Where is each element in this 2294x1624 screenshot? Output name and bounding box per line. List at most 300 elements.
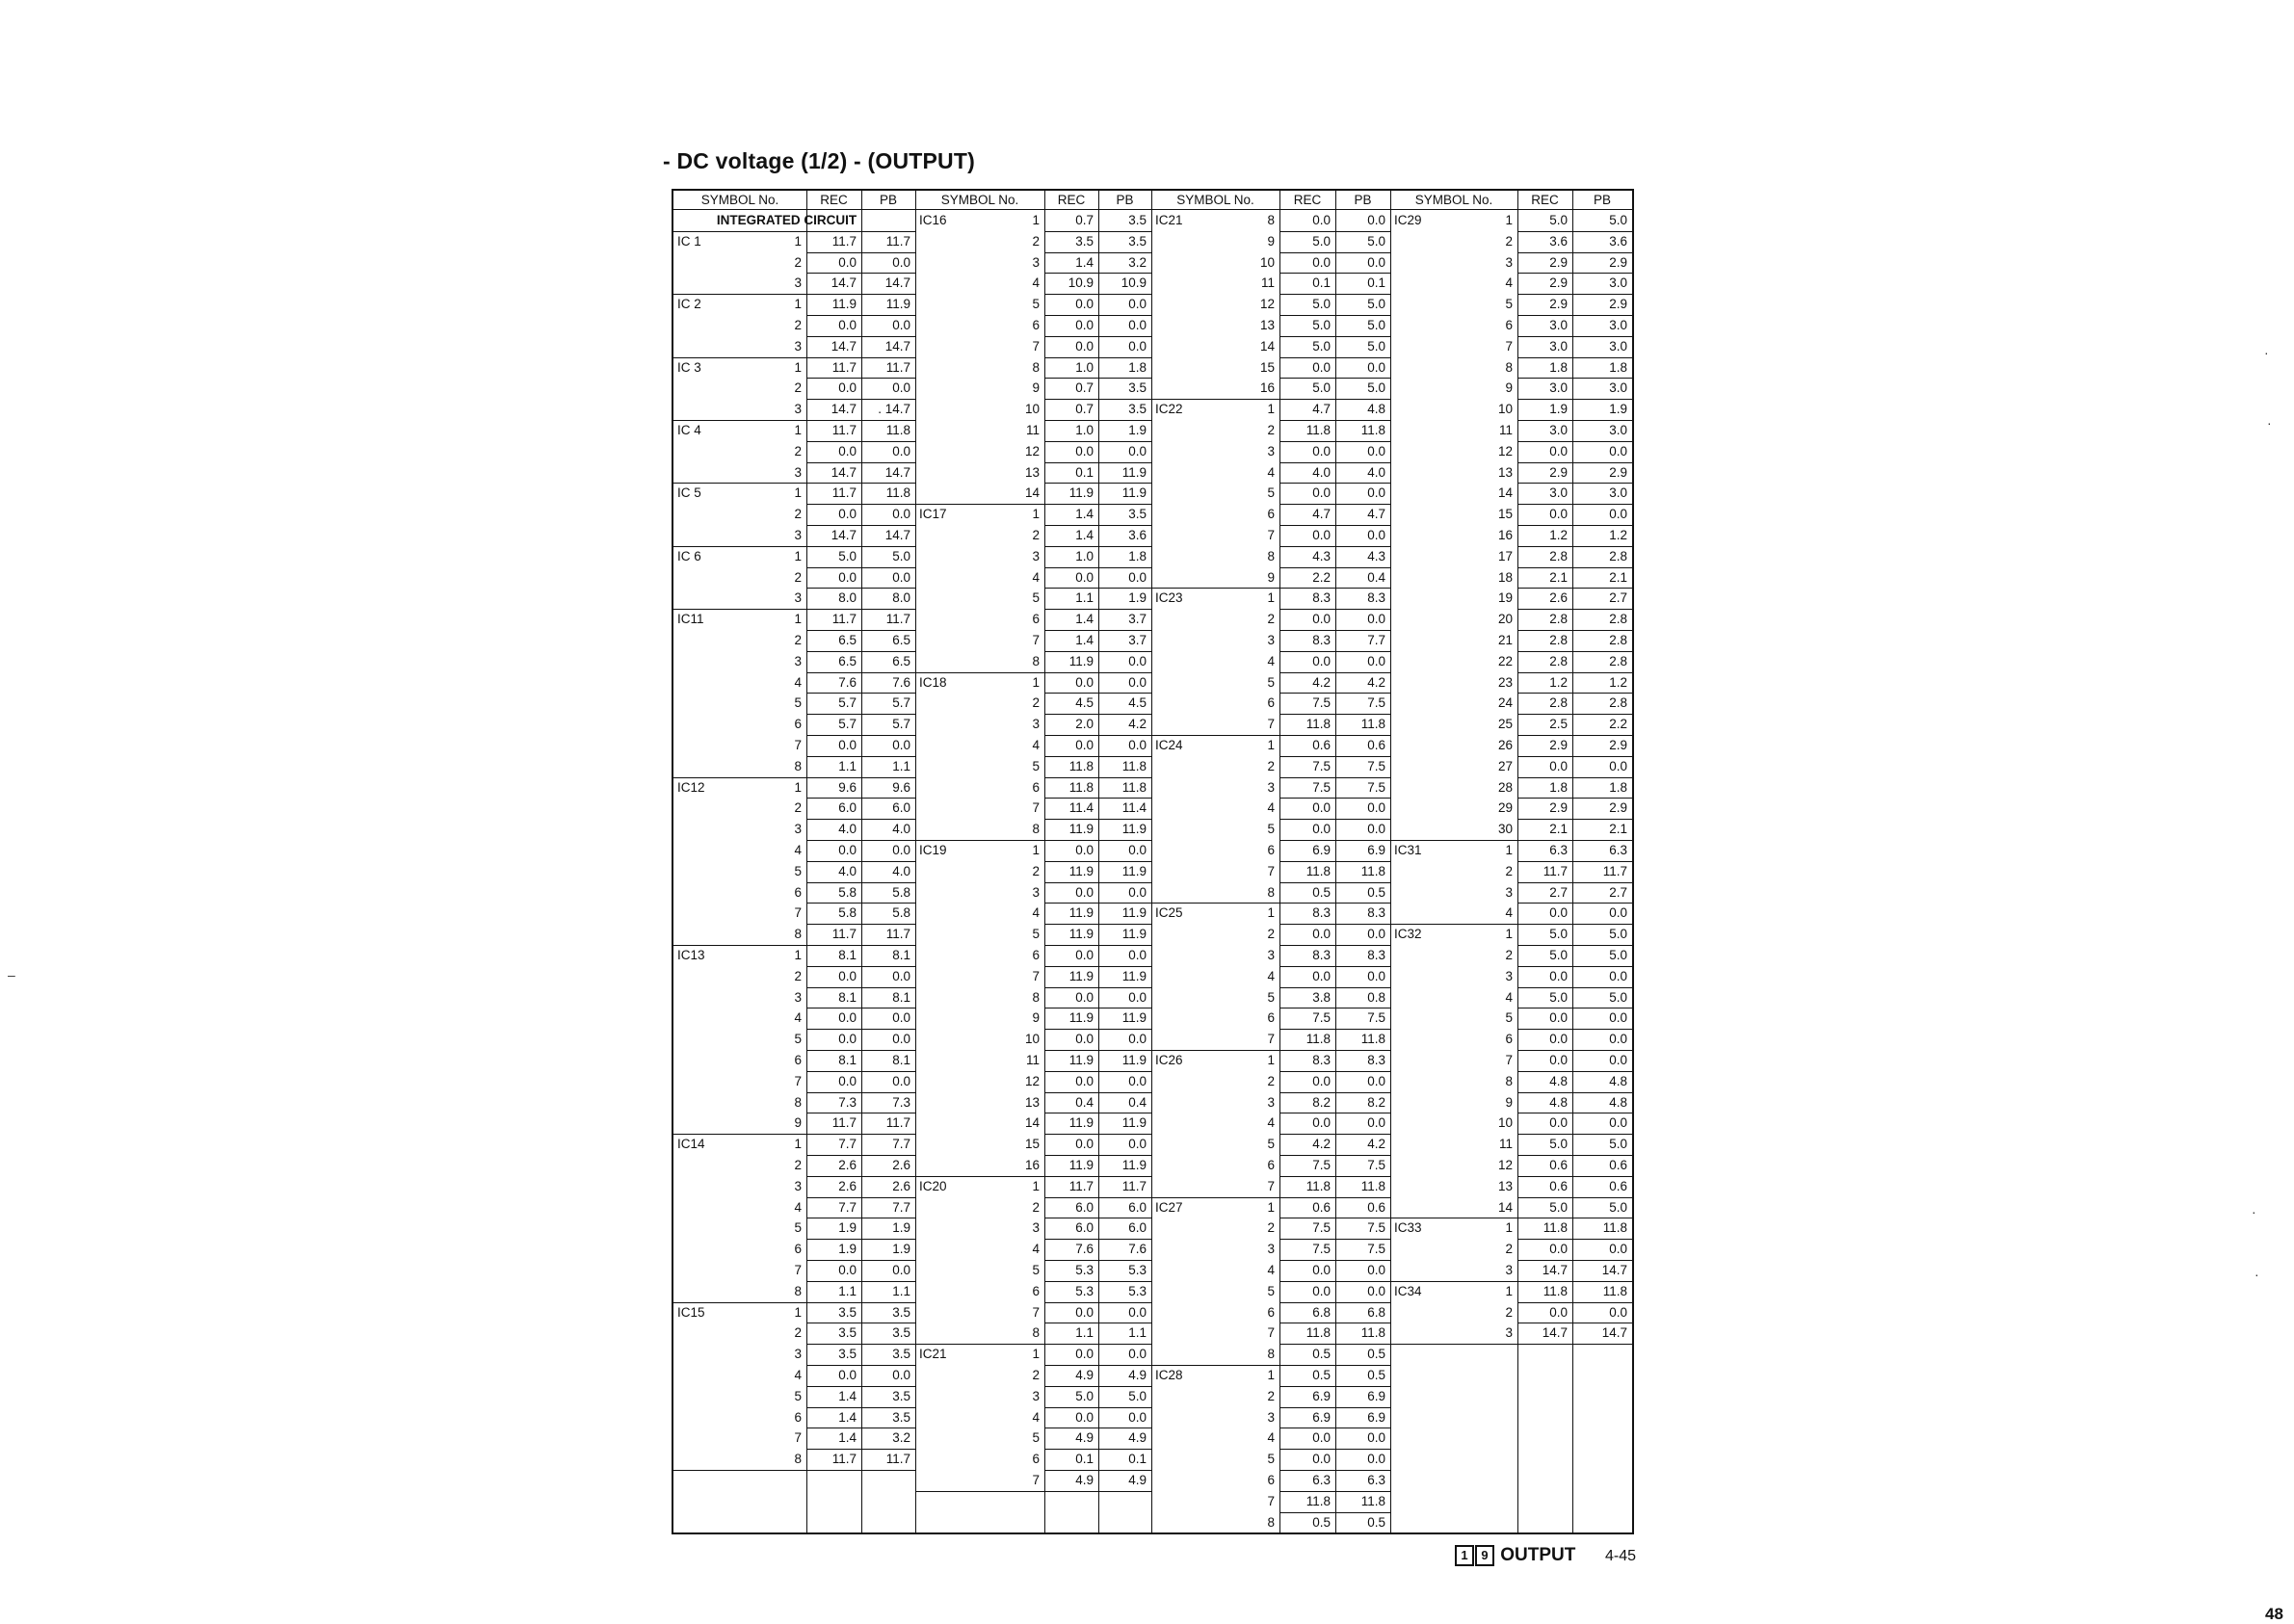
rec-voltage: 3.5 <box>838 1325 857 1341</box>
pin-number: 17 <box>1497 548 1513 563</box>
rec-voltage: 5.3 <box>1075 1263 1094 1277</box>
pin-number: 5 <box>1032 590 1040 606</box>
pin-number: 6 <box>1267 843 1275 857</box>
pin-number: 1 <box>794 948 802 962</box>
rec-voltage: 0.0 <box>1075 318 1094 332</box>
rec-voltage: 11.9 <box>1068 968 1094 983</box>
rec-voltage: 5.0 <box>1549 1199 1568 1215</box>
pb-voltage: 0.0 <box>1367 359 1385 375</box>
pb-voltage: 0.6 <box>1367 1199 1385 1215</box>
ic-symbol: IC 6 <box>677 548 701 563</box>
rec-voltage: 2.9 <box>1549 254 1568 270</box>
rec-voltage: 1.1 <box>1075 1325 1094 1341</box>
pin-number: 11 <box>1498 1137 1513 1152</box>
rec-voltage: 0.0 <box>1549 1304 1568 1320</box>
rec-voltage: 11.9 <box>831 297 857 312</box>
pb-voltage: 3.0 <box>1609 423 1627 437</box>
pin-number: 1 <box>1267 1199 1275 1215</box>
pb-voltage: 11.7 <box>885 1115 910 1131</box>
rec-voltage: 2.1 <box>1549 569 1568 585</box>
pb-voltage: 11.9 <box>1121 863 1147 878</box>
pin-number: 7 <box>1032 338 1040 354</box>
ic-symbol: IC 3 <box>677 359 701 375</box>
rec-voltage: 5.0 <box>1312 380 1331 396</box>
rec-voltage: 2.1 <box>1549 822 1568 837</box>
pb-voltage: 6.9 <box>1367 843 1385 857</box>
pin-number: 4 <box>1032 738 1040 752</box>
pb-voltage: 2.9 <box>1609 464 1627 480</box>
pin-number: 1 <box>1267 905 1275 921</box>
pb-voltage: 11.8 <box>885 485 910 501</box>
rec-voltage: 0.0 <box>1075 1304 1094 1320</box>
section-footer-label <box>1455 1545 1575 1566</box>
rec-voltage: 0.7 <box>1075 380 1094 396</box>
ic-block-divider <box>915 1491 1151 1492</box>
pin-number: 7 <box>794 1263 802 1277</box>
pin-number: 6 <box>1032 1452 1040 1467</box>
pb-voltage: 3.5 <box>892 1325 910 1341</box>
pin-number: 4 <box>794 843 802 857</box>
pb-voltage: 0.0 <box>1609 1242 1627 1257</box>
pb-voltage: 8.1 <box>892 1053 910 1067</box>
rec-voltage: 11.8 <box>1305 1178 1331 1193</box>
rec-voltage: 4.8 <box>1549 1094 1568 1110</box>
pin-number: 5 <box>1267 674 1275 690</box>
pb-voltage: 8.1 <box>892 948 910 962</box>
rec-voltage: 6.5 <box>838 633 857 647</box>
rec-voltage: 11.8 <box>1068 779 1094 795</box>
pin-number: 10 <box>1024 402 1040 417</box>
pb-voltage: 7.6 <box>1128 1242 1147 1257</box>
pb-voltage: 0.5 <box>1367 884 1385 900</box>
pin-number: 6 <box>1032 779 1040 795</box>
rec-voltage: 5.0 <box>1549 927 1568 942</box>
pb-voltage: 0.0 <box>1367 800 1385 816</box>
rec-voltage: 0.5 <box>1312 1514 1331 1530</box>
pb-voltage: 7.5 <box>1367 779 1385 795</box>
pin-number: 9 <box>1032 1010 1040 1026</box>
pb-voltage: 7.7 <box>892 1199 910 1215</box>
pb-voltage: 5.0 <box>1609 1199 1627 1215</box>
column-header: SYMBOL No. <box>1390 191 1517 210</box>
rec-voltage: 6.8 <box>1312 1304 1331 1320</box>
pin-number: 5 <box>1267 1283 1275 1298</box>
pb-voltage: 6.9 <box>1367 1409 1385 1425</box>
pin-number: 3 <box>1032 1220 1040 1236</box>
rec-voltage: 11.9 <box>1068 863 1094 878</box>
pin-number: 4 <box>794 1368 802 1382</box>
pb-voltage: 7.7 <box>1367 633 1385 647</box>
pin-number: 3 <box>1267 1094 1275 1110</box>
pb-voltage: 8.0 <box>892 590 910 606</box>
rec-voltage: 11.9 <box>1068 1115 1094 1131</box>
pin-number: 7 <box>1267 1032 1275 1047</box>
pin-number: 6 <box>794 1242 802 1257</box>
pb-voltage: 0.0 <box>892 443 910 458</box>
pin-number: 3 <box>1267 1409 1275 1425</box>
pin-number: 2 <box>1032 528 1040 542</box>
pb-voltage: 11.8 <box>1360 1325 1385 1341</box>
rec-voltage: 9.6 <box>838 779 857 795</box>
column-header: PB <box>1335 191 1390 210</box>
rec-voltage: 11.8 <box>1305 1493 1331 1508</box>
pb-voltage: 6.8 <box>1367 1304 1385 1320</box>
pin-number: 3 <box>1267 1242 1275 1257</box>
pin-number: 1 <box>1267 738 1275 752</box>
rec-voltage: 5.0 <box>1312 297 1331 312</box>
pb-voltage: 5.3 <box>1128 1283 1147 1298</box>
rec-voltage: 5.8 <box>838 905 857 921</box>
rec-voltage: 0.4 <box>1075 1094 1094 1110</box>
pb-voltage: 5.0 <box>1609 989 1627 1005</box>
pin-number: 8 <box>794 1283 802 1298</box>
pb-voltage: 4.0 <box>892 863 910 878</box>
column-header: REC <box>1279 191 1335 210</box>
rec-voltage: 0.7 <box>1075 402 1094 417</box>
rec-voltage: 7.6 <box>1075 1242 1094 1257</box>
rec-voltage: 14.7 <box>1542 1263 1568 1277</box>
rec-voltage: 0.0 <box>1312 927 1331 942</box>
pb-voltage: 3.5 <box>892 1347 910 1362</box>
pin-number: 8 <box>1267 548 1275 563</box>
pb-voltage: 5.7 <box>892 717 910 732</box>
rec-voltage: 6.3 <box>1549 843 1568 857</box>
pin-number: 3 <box>1267 779 1275 795</box>
pin-number: 1 <box>794 548 802 563</box>
pin-number: 8 <box>794 1094 802 1110</box>
pin-number: 4 <box>1032 569 1040 585</box>
pin-number: 15 <box>1259 359 1275 375</box>
pb-voltage: 4.9 <box>1128 1368 1147 1382</box>
pb-voltage: 5.0 <box>1367 338 1385 354</box>
pin-number: 7 <box>1267 717 1275 732</box>
rec-voltage: 8.3 <box>1312 905 1331 921</box>
pin-number: 20 <box>1497 612 1513 627</box>
pin-number: 3 <box>794 653 802 668</box>
ic-symbol: IC20 <box>919 1178 947 1193</box>
pb-voltage: 11.8 <box>1121 779 1147 795</box>
pb-voltage: 1.2 <box>1609 528 1627 542</box>
rec-voltage: 11.8 <box>1305 863 1331 878</box>
pin-number: 1 <box>794 612 802 627</box>
pin-number: 2 <box>1267 612 1275 627</box>
pb-voltage: 1.8 <box>1609 359 1627 375</box>
pb-voltage: 11.8 <box>1360 717 1385 732</box>
pb-voltage: 2.1 <box>1609 822 1627 837</box>
rec-voltage: 0.0 <box>1549 968 1568 983</box>
pin-number: 7 <box>1505 338 1513 354</box>
pin-number: 26 <box>1497 738 1513 752</box>
pb-voltage: 0.0 <box>1367 1283 1385 1298</box>
rec-voltage: 0.0 <box>838 254 857 270</box>
rec-voltage: 0.0 <box>1312 1452 1331 1467</box>
rec-voltage: 0.0 <box>838 569 857 585</box>
rec-voltage: 8.3 <box>1312 948 1331 962</box>
rec-voltage: 0.0 <box>1312 359 1331 375</box>
rec-voltage: 5.0 <box>1312 233 1331 249</box>
rec-voltage: 0.0 <box>1549 1242 1568 1257</box>
pb-voltage: 0.1 <box>1128 1452 1147 1467</box>
rec-voltage: 1.4 <box>1075 528 1094 542</box>
pin-number: 5 <box>794 695 802 711</box>
pb-voltage: 7.5 <box>1367 1158 1385 1172</box>
ic-symbol: IC 4 <box>677 423 701 437</box>
pb-voltage: 3.5 <box>892 1388 910 1403</box>
pin-number: 3 <box>794 464 802 480</box>
rec-voltage: 0.0 <box>1075 843 1094 857</box>
pb-voltage: 3.5 <box>892 1304 910 1320</box>
pb-voltage: 3.0 <box>1609 318 1627 332</box>
pb-voltage: 3.2 <box>892 1430 910 1446</box>
rec-voltage: 2.9 <box>1549 738 1568 752</box>
rec-voltage: 0.0 <box>1312 1115 1331 1131</box>
rec-voltage: 7.5 <box>1312 779 1331 795</box>
pb-voltage: 2.9 <box>1609 738 1627 752</box>
pin-number: 7 <box>794 905 802 921</box>
rec-voltage: 0.6 <box>1549 1178 1568 1193</box>
rec-voltage: 0.0 <box>1075 738 1094 752</box>
rec-voltage: 3.0 <box>1549 423 1568 437</box>
pb-voltage: 14.7 <box>884 338 910 354</box>
pin-number: 6 <box>1267 507 1275 522</box>
pb-voltage: 1.1 <box>892 758 910 773</box>
pb-voltage: 0.0 <box>1367 1073 1385 1088</box>
pb-voltage: 5.3 <box>1128 1263 1147 1277</box>
rec-voltage: 5.0 <box>838 548 857 563</box>
ic-symbol: IC 2 <box>677 297 701 312</box>
rec-voltage: 0.5 <box>1312 1347 1331 1362</box>
pb-voltage: 4.2 <box>1367 674 1385 690</box>
sheet-number: 48 <box>2265 1605 2283 1623</box>
pin-number: 7 <box>794 738 802 752</box>
pin-number: 7 <box>794 1073 802 1088</box>
rec-voltage: 2.8 <box>1549 653 1568 668</box>
pb-voltage: 1.8 <box>1128 359 1147 375</box>
rec-voltage: 0.0 <box>1312 968 1331 983</box>
pb-voltage: 0.0 <box>1609 968 1627 983</box>
rec-voltage: 4.9 <box>1075 1430 1094 1446</box>
rec-voltage: 11.7 <box>831 927 857 942</box>
pb-voltage: 8.3 <box>1367 905 1385 921</box>
pin-number: 3 <box>794 275 802 291</box>
section-label-integrated-circuit: INTEGRATED CIRCUIT <box>716 213 857 227</box>
ic-symbol: IC 5 <box>677 485 701 501</box>
ic-symbol: IC16 <box>919 213 947 227</box>
pb-voltage: 4.7 <box>1367 507 1385 522</box>
rec-voltage: 4.2 <box>1312 674 1331 690</box>
pb-voltage: 5.0 <box>892 548 910 563</box>
pin-number: 8 <box>794 1452 802 1467</box>
ic-symbol: IC34 <box>1394 1283 1422 1298</box>
pb-voltage: 0.8 <box>1367 989 1385 1005</box>
ic-symbol: IC29 <box>1394 213 1422 227</box>
pin-number: 4 <box>1505 989 1513 1005</box>
rec-voltage: 0.0 <box>1312 1283 1331 1298</box>
rec-voltage: 11.9 <box>1068 485 1094 501</box>
ic-symbol: IC26 <box>1155 1053 1183 1067</box>
pb-voltage: 2.8 <box>1609 695 1627 711</box>
pb-voltage: 4.5 <box>1128 695 1147 711</box>
pin-number: 4 <box>794 1199 802 1215</box>
pin-number: 2 <box>1032 695 1040 711</box>
pin-number: 16 <box>1497 528 1513 542</box>
rec-voltage: 11.8 <box>1305 717 1331 732</box>
rec-voltage: 7.5 <box>1312 1242 1331 1257</box>
pin-number: 3 <box>1032 1388 1040 1403</box>
pb-voltage: 7.5 <box>1367 1010 1385 1026</box>
pb-voltage: 3.0 <box>1609 338 1627 354</box>
rec-voltage: 11.9 <box>1068 822 1094 837</box>
rec-voltage: 5.0 <box>1549 948 1568 962</box>
pb-voltage: 1.1 <box>892 1283 910 1298</box>
rec-voltage: 7.5 <box>1312 1220 1331 1236</box>
pb-voltage: 1.9 <box>892 1242 910 1257</box>
rec-voltage: 2.6 <box>838 1158 857 1172</box>
rec-voltage: 8.1 <box>838 1053 857 1067</box>
pin-number: 6 <box>1267 1304 1275 1320</box>
pin-number: 1 <box>794 485 802 501</box>
pb-voltage: 3.7 <box>1128 633 1147 647</box>
pb-voltage: 0.0 <box>1367 1452 1385 1467</box>
rec-voltage: 4.3 <box>1312 548 1331 563</box>
pin-number: 2 <box>794 968 802 983</box>
pin-number: 1 <box>1505 843 1513 857</box>
pin-number: 23 <box>1497 674 1513 690</box>
rec-voltage: 3.0 <box>1549 318 1568 332</box>
rec-voltage: 11.9 <box>1068 1053 1094 1067</box>
rec-voltage: 0.0 <box>1075 989 1094 1005</box>
pb-voltage: 14.7 <box>884 464 910 480</box>
pb-voltage: 0.0 <box>1128 1409 1147 1425</box>
pb-voltage: 0.0 <box>1367 822 1385 837</box>
pin-number: 12 <box>1024 1073 1040 1088</box>
ic-symbol: IC21 <box>919 1347 947 1362</box>
rec-voltage: 0.0 <box>838 843 857 857</box>
pin-number: 14 <box>1259 338 1275 354</box>
pb-voltage: 0.5 <box>1367 1514 1385 1530</box>
pin-number: 13 <box>1259 318 1275 332</box>
pb-voltage: 0.0 <box>892 1263 910 1277</box>
rec-voltage: 11.8 <box>1305 423 1331 437</box>
pb-voltage: 8.3 <box>1367 1053 1385 1067</box>
rec-voltage: 0.0 <box>1075 1347 1094 1362</box>
pin-number: 8 <box>1267 1514 1275 1530</box>
pb-voltage: 0.0 <box>1128 569 1147 585</box>
pin-number: 30 <box>1497 822 1513 837</box>
rec-voltage: 3.5 <box>1075 233 1094 249</box>
pb-voltage: 0.0 <box>892 738 910 752</box>
rec-voltage: 0.0 <box>1075 443 1094 458</box>
pb-voltage: 0.0 <box>1367 213 1385 227</box>
pb-voltage: 1.2 <box>1609 674 1627 690</box>
pin-number: 8 <box>1032 359 1040 375</box>
pb-voltage: 6.0 <box>1128 1220 1147 1236</box>
column-header: PB <box>861 191 915 210</box>
pb-voltage: 0.0 <box>1609 905 1627 921</box>
pb-voltage: 10.9 <box>1121 275 1147 291</box>
pin-number: 29 <box>1497 800 1513 816</box>
pb-voltage: 1.9 <box>1128 590 1147 606</box>
pb-voltage: 11.9 <box>1121 464 1147 480</box>
pin-number: 1 <box>794 1137 802 1152</box>
pin-number: 7 <box>1032 1473 1040 1487</box>
pb-voltage: 2.9 <box>1609 800 1627 816</box>
rec-voltage: 2.9 <box>1549 297 1568 312</box>
pin-number: 3 <box>1505 968 1513 983</box>
pin-number: 2 <box>1505 948 1513 962</box>
pin-number: 8 <box>1032 653 1040 668</box>
pb-voltage: 2.9 <box>1609 254 1627 270</box>
pb-voltage: 8.3 <box>1367 590 1385 606</box>
ic-symbol: IC33 <box>1394 1220 1422 1236</box>
pb-voltage: 1.8 <box>1128 548 1147 563</box>
pb-voltage: 2.8 <box>1609 653 1627 668</box>
pin-number: 11 <box>1260 275 1275 291</box>
pin-number: 13 <box>1497 1178 1513 1193</box>
column-header: SYMBOL No. <box>1151 191 1279 210</box>
ic-symbol: IC23 <box>1155 590 1183 606</box>
rec-voltage: 3.5 <box>838 1347 857 1362</box>
pb-voltage: 4.0 <box>1367 464 1385 480</box>
pin-number: 21 <box>1497 633 1513 647</box>
rec-voltage: 14.7 <box>831 338 857 354</box>
pin-number: 2 <box>1032 1368 1040 1382</box>
pb-voltage: 8.2 <box>1367 1094 1385 1110</box>
pb-voltage: 2.7 <box>1609 884 1627 900</box>
rec-voltage: 4.9 <box>1075 1473 1094 1487</box>
pb-voltage: 5.0 <box>1367 380 1385 396</box>
pb-voltage: 3.7 <box>1128 612 1147 627</box>
pin-number: 2 <box>1032 1199 1040 1215</box>
pin-number: 1 <box>1032 507 1040 522</box>
pb-voltage: 5.0 <box>1128 1388 1147 1403</box>
pb-voltage: 0.0 <box>1128 948 1147 962</box>
pin-number: 2 <box>1032 863 1040 878</box>
pb-voltage: 2.9 <box>1609 297 1627 312</box>
pin-number: 14 <box>1497 485 1513 501</box>
pin-number: 9 <box>1505 380 1513 396</box>
rec-voltage: 6.9 <box>1312 1388 1331 1403</box>
rec-voltage: 7.5 <box>1312 758 1331 773</box>
ic-symbol: IC32 <box>1394 927 1422 942</box>
pin-number: 3 <box>1505 1263 1513 1277</box>
pin-number: 12 <box>1024 443 1040 458</box>
rec-voltage: 6.0 <box>1075 1220 1094 1236</box>
pb-voltage: 1.9 <box>1128 423 1147 437</box>
pin-number: 3 <box>1267 443 1275 458</box>
rec-voltage: 1.2 <box>1549 674 1568 690</box>
rec-voltage: 0.0 <box>838 738 857 752</box>
ic-symbol: IC17 <box>919 507 947 522</box>
pin-number: 16 <box>1024 1158 1040 1172</box>
rec-voltage: 7.3 <box>838 1094 857 1110</box>
rec-voltage: 7.5 <box>1312 695 1331 711</box>
pb-voltage: 3.2 <box>1128 254 1147 270</box>
pin-number: 4 <box>794 674 802 690</box>
rec-voltage: 0.0 <box>1312 653 1331 668</box>
pb-voltage: 4.9 <box>1128 1430 1147 1446</box>
pin-number: 4 <box>1032 1409 1040 1425</box>
pin-number: 14 <box>1497 1199 1513 1215</box>
pb-voltage: 9.6 <box>892 779 910 795</box>
rec-voltage: 6.3 <box>1312 1473 1331 1487</box>
pin-number: 3 <box>1505 254 1513 270</box>
pb-voltage: 0.0 <box>1128 738 1147 752</box>
pb-voltage: 3.5 <box>1128 507 1147 522</box>
pin-number: 18 <box>1497 569 1513 585</box>
pb-voltage: 0.1 <box>1367 275 1385 291</box>
pb-voltage: 2.6 <box>892 1158 910 1172</box>
